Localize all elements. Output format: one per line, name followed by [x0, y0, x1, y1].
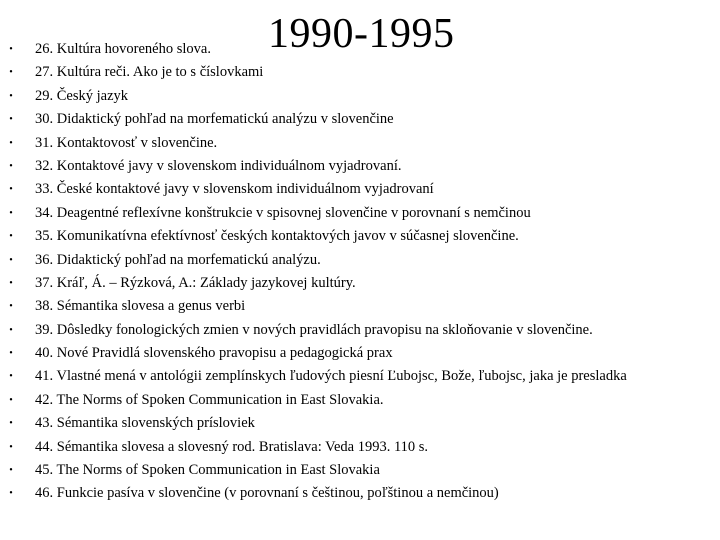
list-item-text: 27. Kultúra reči. Ako je to s číslovkami [35, 64, 264, 81]
list-item-text: 26. Kultúra hovoreného slova. [35, 41, 211, 57]
list-item-text: 37. Kráľ, Á. – Rýzková, A.: Základy jazykovej kultúry. [35, 274, 356, 291]
list-item-text: 36. Didaktický pohľad na morfematickú analýzu. [35, 251, 321, 268]
bullet-icon: • [9, 90, 13, 102]
bullet-icon: • [9, 207, 13, 219]
bullet-icon: • [9, 488, 13, 500]
list-item-text: 30. Didaktický pohľad na morfematickú analýzu v slovenčine [35, 111, 394, 128]
bullet-icon: • [9, 277, 13, 289]
list-item-text: 39. Dôsledky fonologických zmien v nových pravidlách pravopisu na skloňovanie v slovenčine. [35, 321, 593, 338]
bullet-icon: • [9, 301, 13, 313]
list-item-text: 44. Sémantika slovesa a slovesný rod. Bratislava: Veda 1993. 110 s. [35, 438, 429, 455]
bullet-icon: • [9, 371, 13, 383]
bullet-icon: • [9, 465, 13, 477]
bullet-icon: • [9, 394, 13, 406]
list-item-text: 42. The Norms of Spoken Communication in East Slovakia. [35, 391, 384, 408]
bullet-icon: • [9, 348, 13, 360]
list-item-text: 31. Kontaktovosť v slovenčine. [35, 134, 218, 151]
list-item-text: 32. Kontaktové javy v slovenskom individuálnom vyjadrovaní. [35, 157, 402, 174]
list-item-text: 35. Komunikatívna efektívnosť českých kontaktových javov v súčasnej slovenčine. [35, 228, 519, 245]
bullet-icon: • [9, 418, 13, 430]
bullet-icon: • [9, 160, 13, 172]
list-item-text: 43. Sémantika slovenských prísloviek [35, 415, 255, 432]
slide-title: 1990-1995 [268, 11, 455, 57]
bullet-icon: • [9, 324, 13, 336]
list-item-text: 40. Nové Pravidlá slovenského pravopisu a pedagogická prax [35, 345, 393, 362]
list-item-text: 45. The Norms of Spoken Communication in East Slovakia [35, 462, 380, 479]
bullet-icon: • [9, 137, 13, 149]
bullet-icon: • [9, 254, 13, 266]
bullet-icon: • [9, 184, 13, 196]
bullet-icon: • [9, 114, 13, 126]
bullet-icon: • [9, 44, 13, 55]
bullet-icon: • [9, 441, 13, 453]
list-item-text: 33. České kontaktové javy v slovenskom individuálnom vyjadrovaní [35, 181, 434, 198]
list-item-text: 41. Vlastné mená v antológii zemplínskych ľudových piesní Ľubojsc, Bože, ľubojsc, jaka je presladka [35, 368, 627, 385]
list-item-text: 46. Funkcie pasíva v slovenčine (v porovnaní s češtinou, poľštinou a nemčinou) [35, 485, 499, 502]
bullet-icon: • [9, 67, 13, 79]
list-item-text: 34. Deagentné reflexívne konštrukcie v spisovnej slovenčine v porovnaní s nemčinou [35, 204, 531, 221]
list-item-text: 38. Sémantika slovesa a genus verbi [35, 298, 246, 315]
list-item-text: 29. Český jazyk [35, 87, 129, 104]
bullet-icon: • [9, 231, 13, 243]
